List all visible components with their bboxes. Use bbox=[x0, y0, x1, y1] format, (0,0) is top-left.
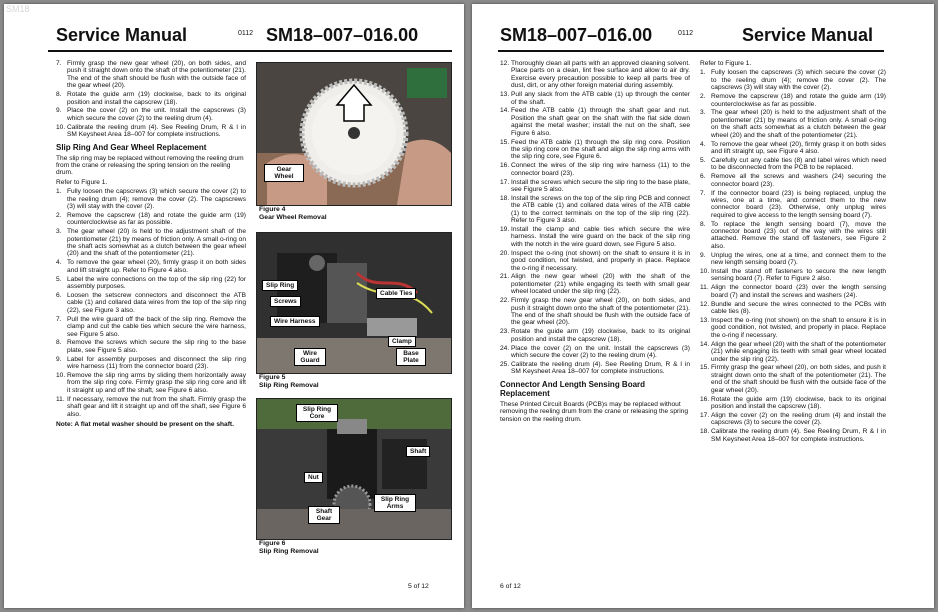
step-item bbox=[56, 259, 246, 274]
step-text: Loosen the setscrew connectors and disconnect the ATB cable (1) and collared data wires from the top of the slip ring (22), see Figure 3 also. bbox=[67, 291, 246, 314]
step-text: Bundle and secure the wires connected to the PCBs with cable ties (8). bbox=[711, 300, 886, 316]
step-item bbox=[700, 141, 886, 156]
step-number: 8. bbox=[56, 91, 62, 99]
step-text: Remove the slip ring arms by sliding them horizontally away from the slip ring core. Firmly grasp the slip ring core and lift it straight up and off the shaft, see Figure 6 also. bbox=[67, 372, 246, 394]
step-number: 7. bbox=[700, 189, 706, 197]
label-base-plate: Base Plate bbox=[396, 348, 426, 366]
label-shaft: Shaft bbox=[406, 446, 430, 457]
step-number: 17. bbox=[500, 178, 510, 186]
step-number: 12. bbox=[700, 300, 710, 308]
step-text: Firmly grasp the new gear wheel (20), on both sides, and push it straight down onto the shaft of the potentiometer (21). The end of the shaft should be flush with the outside face of the gear wheel (20). bbox=[511, 297, 690, 327]
step-item bbox=[700, 364, 886, 394]
step-number: 5. bbox=[700, 156, 706, 164]
step-text: Thoroughly clean all parts with an approved cleaning solvent. Place parts on a clean, lint free surface and allow to air dry. Exercise every precaution possible to keep all parts free of dust, dirt, or any other foreign material during assembly. bbox=[511, 60, 690, 90]
step-item bbox=[500, 361, 690, 376]
step-number: 16. bbox=[500, 162, 510, 170]
label-slip-ring-core: Slip Ring Core bbox=[296, 404, 338, 422]
step-item bbox=[500, 250, 690, 272]
step-item bbox=[700, 284, 886, 299]
step-text: Remove the capscrew (18) and rotate the guide arm (19) counterclockwise as far as possible. bbox=[711, 93, 886, 108]
step-text: To replace the length sensing board (7), move the connector board (23) out of the way with the wires still attached. Remove the stand off fasteners, see Figure 2 also. bbox=[711, 220, 886, 250]
step-text: Install the stand off fasteners to secure the new length sensing board (7). Refer to Figure 2 also. bbox=[711, 268, 886, 283]
step-number: 18. bbox=[700, 428, 710, 436]
step-item bbox=[500, 195, 690, 225]
step-text: Calibrate the reeling drum (4). See Reeling Drum, R & I in SM Keysheet Area 18–007 for complete instructions. bbox=[511, 360, 690, 376]
step-number: 13. bbox=[500, 91, 510, 99]
label-nut: Nut bbox=[304, 472, 323, 483]
step-number: 3. bbox=[56, 228, 62, 236]
step-item bbox=[56, 124, 246, 139]
step-item bbox=[700, 173, 886, 188]
step-number: 5. bbox=[56, 275, 62, 283]
step-list bbox=[56, 60, 246, 139]
header-code: 0112 bbox=[678, 30, 694, 37]
step-text: Firmly grasp the gear wheel (20), on both sides, and push it straight down onto the shaft of the potentiometer (21). The end of the shaft should be flush with the outside face of the gear wheel (20). bbox=[711, 364, 886, 394]
step-number: 15. bbox=[500, 138, 510, 146]
step-item bbox=[56, 372, 246, 394]
step-text: Fully loosen the capscrews (3) which secure the cover (2) to the reeling drum (4); remove the cover (2). The capscrews (3) will stay with the cover (2). bbox=[711, 69, 886, 92]
step-text: Remove the capscrew (18) and rotate the guide arm (19) counterclockwise as far as possible. bbox=[67, 211, 246, 227]
step-item bbox=[56, 276, 246, 291]
step-item bbox=[500, 297, 690, 327]
figure-6 bbox=[256, 398, 450, 558]
label-slip-ring: Slip Ring bbox=[262, 280, 298, 291]
step-text: Align the gear wheel (20) with the shaft of the potentiometer (21) while engaging its teeth with small gear wheel located under the slip ring (22). bbox=[711, 340, 886, 363]
step-text: Inspect the o-ring (not shown) on the shaft to ensure it is in good condition, not twisted, and properly in place. Replace the o-ring if necessary. bbox=[511, 249, 690, 272]
step-number: 10. bbox=[56, 372, 66, 380]
step-text: Calibrate the reeling drum (4). See Reeling Drum, R & I in SM Keysheet Area 18–007 for complete instructions. bbox=[67, 123, 246, 139]
step-number: 20. bbox=[500, 249, 510, 257]
step-text: Feed the ATB cable (1) through the slip ring core. Position the slip ring core on the shaft and align the slip ring arms with the slip ring core, see Figure 6. bbox=[511, 138, 690, 161]
step-number: 17. bbox=[700, 411, 710, 419]
step-item bbox=[700, 301, 886, 316]
figure-caption: Figure 4 Gear Wheel Removal bbox=[259, 206, 327, 221]
step-text: Align the connector board (23) over the length sensing board (7) and install the screws and washers (24). bbox=[711, 284, 886, 299]
step-text: To remove the gear wheel (20), firmly grasp it on both sides and lift straight up, see Figure 4 also. bbox=[711, 140, 886, 155]
step-number: 9. bbox=[700, 251, 706, 259]
label-clamp: Clamp bbox=[388, 336, 416, 347]
step-list bbox=[700, 69, 886, 443]
step-number: 6. bbox=[700, 173, 706, 181]
figure-caption: Figure 6 Slip Ring Removal bbox=[259, 540, 319, 555]
note: Note: A flat metal washer should be present on the shaft. bbox=[56, 420, 234, 428]
step-item bbox=[500, 226, 690, 248]
step-text: Label for assembly purposes and disconnect the slip ring wire harness (11) from the connector board (23). bbox=[67, 355, 246, 371]
step-item bbox=[56, 91, 246, 106]
step-item bbox=[700, 109, 886, 139]
step-number: 2. bbox=[700, 93, 706, 101]
step-item bbox=[56, 356, 246, 371]
step-number: 9. bbox=[56, 107, 62, 115]
step-text: Feed the ATB cable (1) through the shaft gear and nut. Position the shaft gear on the shaft with the flat side down against the metal washer; install the nut on the shaft, see Figure 6 also. bbox=[511, 107, 690, 137]
label-cable-ties: Cable Ties bbox=[376, 288, 416, 299]
step-number: 19. bbox=[500, 226, 510, 234]
page-header bbox=[48, 24, 452, 52]
step-number: 24. bbox=[500, 344, 510, 352]
step-text: Connect the wires of the slip ring wire harness (11) to the connector board (23). bbox=[511, 162, 690, 177]
section-intro: These Printed Circuit Boards (PCB)s may be replaced without removing the reeling drum from the crane or releasing the spring tension on the reeling drum. bbox=[500, 400, 689, 423]
step-text: Remove the screws which secure the slip ring to the base plate, see Figure 5 also. bbox=[67, 339, 246, 354]
step-text: If the connector board (23) is being replaced, unplug the wires, one at a time, and connect them to the new connector board (23). Otherwise, only unplug wires required to give access to the length sensing board (7). bbox=[711, 189, 886, 219]
doc-number: SM18–007–016.00 bbox=[500, 25, 653, 45]
label-slip-ring-arms: Slip Ring Arms bbox=[374, 494, 416, 512]
page-left bbox=[4, 4, 464, 608]
gear-wheel-photo bbox=[256, 62, 452, 206]
step-text: Place the cover (2) on the unit. Install the capscrews (3) which secure the cover (2) to the reeling drum (4). bbox=[67, 107, 246, 122]
section-heading: Connector And Length Sensing Board Replacement bbox=[500, 379, 646, 398]
figure-caption: Figure 5 Slip Ring Removal bbox=[259, 374, 319, 389]
page-number: 6 of 12 bbox=[500, 583, 521, 590]
label-screws: Screws bbox=[270, 296, 301, 307]
step-number: 8. bbox=[700, 220, 706, 228]
step-item bbox=[56, 107, 246, 122]
step-text: Rotate the guide arm (19) clockwise, back to its original position and install the capscrew (18). bbox=[511, 328, 690, 343]
step-item bbox=[700, 428, 886, 443]
watermark: SM18 bbox=[6, 4, 30, 14]
step-item bbox=[700, 412, 886, 427]
step-number: 21. bbox=[500, 273, 510, 281]
step-number: 4. bbox=[700, 140, 706, 148]
step-text: Install the screws on the top of the slip ring PCB and connect the ATB cable (1) and collared data wires of the ATB cable (1) to the correct terminals on the top of the slip ring (22). Refer to Figure 3 also. bbox=[511, 194, 690, 225]
step-text: To remove the gear wheel (20), firmly grasp it on both sides and lift straight up. Refer to Figure 4 also. bbox=[67, 259, 246, 274]
step-number: 13. bbox=[700, 317, 710, 324]
page-right bbox=[472, 4, 934, 608]
refer-text: Refer to Figure 1. bbox=[700, 60, 752, 67]
step-item bbox=[500, 345, 690, 360]
step-item bbox=[500, 179, 690, 194]
step-text: Pull any slack from the ATB cable (1) up through the center of the shaft. bbox=[511, 91, 690, 106]
step-text: Remove all the screws and washers (24) securing the connector board (23). bbox=[711, 173, 886, 188]
step-text: Align the new gear wheel (20) with the shaft of the potentiometer (21) while engaging its teeth with small gear wheel located under the slip ring (22). bbox=[511, 273, 690, 296]
step-number: 12. bbox=[500, 60, 510, 67]
step-item bbox=[700, 317, 886, 339]
step-number: 10. bbox=[56, 123, 66, 131]
step-text: Firmly grasp the new gear wheel (20), on both sides, and push it straight down onto the shaft of the potentiometer (21). The end of the shaft should be flush with the outside face of the gear wheel (20). bbox=[67, 60, 246, 90]
step-item bbox=[56, 316, 246, 338]
step-text: Install the screws which secure the slip ring to the base plate, see Figure 5 also. bbox=[511, 178, 690, 193]
manual-title: Service Manual bbox=[742, 25, 874, 45]
step-number: 11. bbox=[56, 395, 65, 403]
step-text: Align the cover (2) on the reeling drum (4) and install the capscrews (3) to secure the cover (2). bbox=[711, 411, 886, 427]
step-item bbox=[500, 162, 690, 177]
step-item bbox=[700, 190, 886, 220]
step-text: If necessary, remove the nut from the shaft. Firmly grasp the shaft gear and lift it straight up and off the shaft, see Figure 6 also. bbox=[67, 395, 246, 418]
step-item bbox=[700, 93, 886, 108]
step-number: 6. bbox=[56, 291, 62, 299]
step-number: 23. bbox=[500, 328, 510, 336]
step-text: Unplug the wires, one at a time, and connect them to the new length sensing board (7). bbox=[711, 251, 886, 267]
step-text: Install the clamp and cable ties which secure the wire harness. Install the wire guard on the back of the slip ring with the notch in the wire guard down, see Figure 5 also. bbox=[511, 226, 690, 248]
label-wire-harness: Wire Harness bbox=[270, 316, 320, 327]
label-shaft-gear: Shaft Gear bbox=[308, 506, 340, 524]
step-item bbox=[500, 273, 690, 295]
step-item bbox=[56, 292, 246, 314]
step-text: Carefully cut any cable ties (8) and label wires which need to be disconnected from the PCB to be replaced. bbox=[711, 156, 886, 172]
step-number: 7. bbox=[56, 60, 62, 67]
step-item bbox=[500, 107, 690, 137]
step-number: 15. bbox=[700, 364, 710, 372]
step-number: 10. bbox=[700, 268, 710, 276]
section-intro: The slip ring may be replaced without removing the reeling drum from the crane or releasing the spring tension on the reeling drum. bbox=[56, 154, 244, 177]
step-number: 8. bbox=[56, 339, 62, 347]
step-number: 1. bbox=[56, 188, 62, 196]
step-number: 2. bbox=[56, 211, 62, 219]
step-number: 18. bbox=[500, 194, 510, 202]
step-number: 16. bbox=[700, 395, 710, 403]
refer-text: Refer to Figure 1. bbox=[56, 178, 108, 186]
step-number: 14. bbox=[700, 340, 710, 348]
step-item bbox=[56, 396, 246, 418]
header-code: 0112 bbox=[238, 30, 254, 37]
step-list bbox=[500, 60, 690, 376]
slip-ring-core-photo bbox=[256, 398, 452, 540]
step-item bbox=[500, 91, 690, 106]
step-number: 22. bbox=[500, 297, 510, 305]
step-item bbox=[56, 60, 246, 90]
right-text-column-1 bbox=[500, 60, 690, 425]
label-wire-guard: Wire Guard bbox=[294, 348, 326, 366]
step-number: 3. bbox=[700, 109, 706, 117]
step-list bbox=[56, 188, 246, 418]
figure-5 bbox=[256, 232, 450, 392]
manual-title: Service Manual bbox=[56, 25, 188, 45]
step-number: 25. bbox=[500, 360, 510, 368]
step-item bbox=[56, 188, 246, 210]
step-text: Rotate the guide arm (19) clockwise, back to its original position and install the capscrew (18). bbox=[67, 91, 246, 106]
step-text: The gear wheel (20) is held to the adjustment shaft of the potentiometer (21) by means of friction only. A small o-ring on the shaft acts somewhat as a clutch between the gear wheel (20) and the shaft of the potentiometer (21). bbox=[711, 109, 886, 139]
step-text: Rotate the guide arm (19) clockwise, back to its original position and install the capscrew (18). bbox=[711, 395, 886, 410]
step-item bbox=[56, 339, 246, 354]
step-text: Fully loosen the capscrews (3) which secure the cover (2) to the reeling drum (4); remove the cover (2). The capscrews (3) will stay with the cover (2). bbox=[67, 188, 246, 210]
step-item bbox=[56, 228, 246, 258]
step-item bbox=[700, 69, 886, 91]
section-heading: Slip Ring And Gear Wheel Replacement bbox=[56, 142, 207, 152]
step-item bbox=[500, 139, 690, 161]
step-text: Label the wire connections on the top of the slip ring (22) for assembly purposes. bbox=[67, 275, 246, 291]
step-item bbox=[56, 212, 246, 227]
doc-number: SM18–007–016.00 bbox=[266, 25, 419, 45]
left-text-column bbox=[56, 60, 246, 430]
step-item bbox=[700, 341, 886, 363]
step-number: 11. bbox=[700, 284, 709, 292]
step-item bbox=[700, 221, 886, 251]
step-number: 4. bbox=[56, 259, 62, 267]
step-item bbox=[700, 157, 886, 172]
step-item bbox=[500, 60, 690, 90]
step-item bbox=[500, 328, 690, 343]
step-item bbox=[700, 252, 886, 267]
page-header bbox=[498, 24, 884, 52]
step-text: Calibrate the reeling drum (4). See Reeling Drum, R & I in SM Keysheet Area 18–007 for complete instructions. bbox=[711, 428, 886, 443]
step-number: 14. bbox=[500, 107, 510, 115]
step-text: Place the cover (2) on the unit. Install the capscrews (3) which secure the cover (2) to the reeling drum (4). bbox=[511, 344, 690, 360]
label-gear-wheel: Gear Wheel bbox=[264, 164, 304, 182]
step-text: Pull the wire guard off the back of the slip ring. Remove the clamp and cut the cable ties which secure the wire harness, see Figure 5 also. bbox=[67, 315, 246, 338]
step-number: 1. bbox=[700, 69, 706, 77]
step-number: 7. bbox=[56, 315, 62, 323]
figure-4 bbox=[256, 62, 450, 224]
page-number: 5 of 12 bbox=[408, 583, 429, 590]
step-text: The gear wheel (20) is held to the adjustment shaft of the potentiometer (21) by means of friction only. A small o-ring on the shaft acts somewhat as a clutch between the gear wheel (20) and the shaft of the potentiometer (21). bbox=[67, 228, 246, 258]
step-item bbox=[700, 268, 886, 283]
step-text: Inspect the o-ring (not shown) on the shaft to ensure it is in good condition, not twisted, and properly in place. Replace the o-ring if necessary. bbox=[711, 317, 886, 339]
right-text-column-2 bbox=[700, 60, 886, 445]
step-item bbox=[700, 396, 886, 411]
step-number: 9. bbox=[56, 355, 62, 363]
